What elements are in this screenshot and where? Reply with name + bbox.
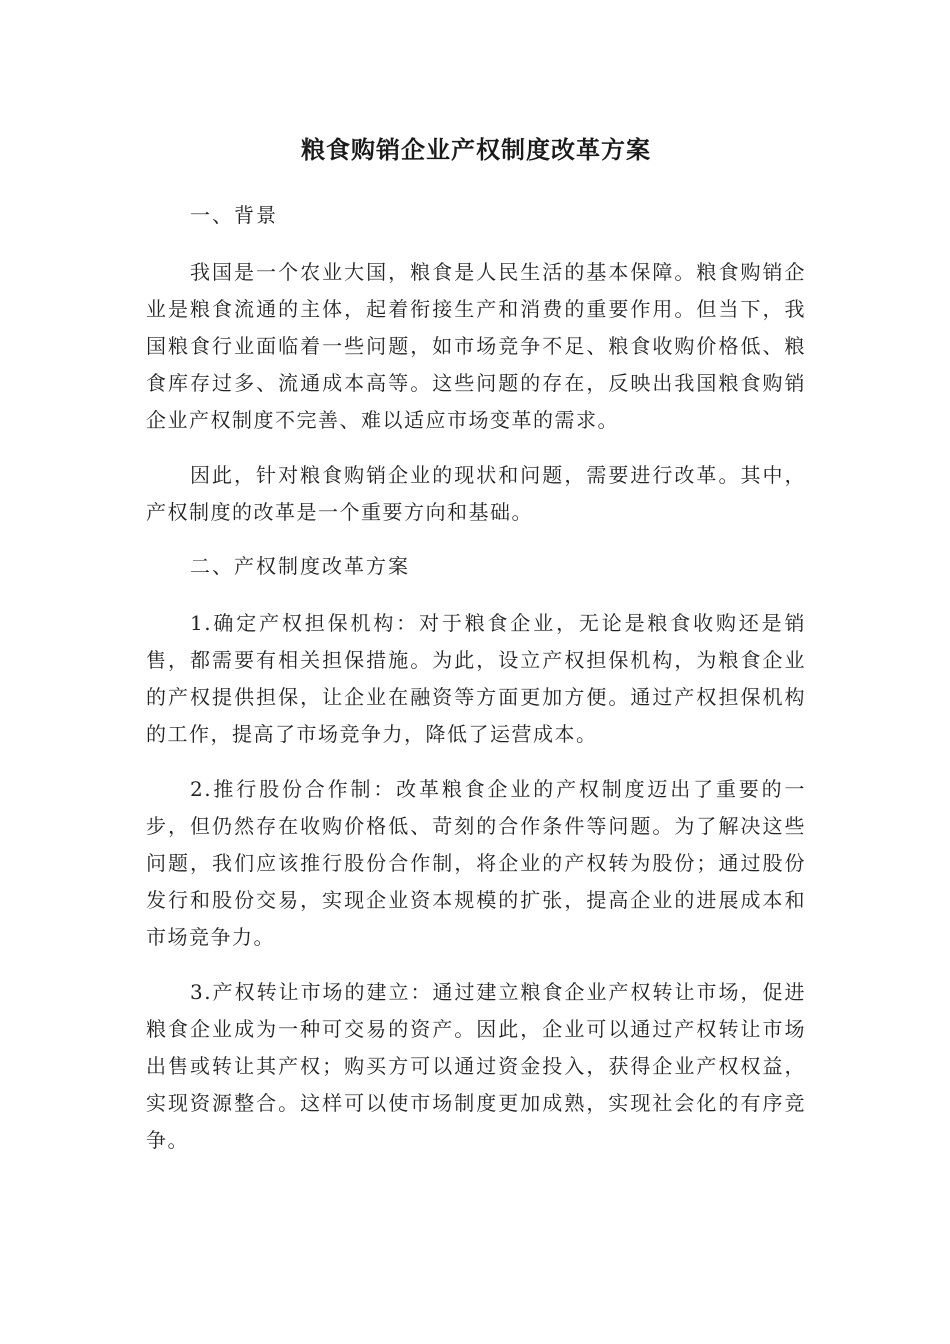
- section-heading-reform-plan: 二、产权制度改革方案: [190, 554, 410, 578]
- paragraph: 因此，针对粮食购销企业的现状和问题，需要进行改革。其中，产权制度的改革是一个重要方向和基础。: [146, 463, 806, 524]
- paragraph: 2.推行股份合作制：改革粮食企业的产权制度迈出了重要的一步，但仍然存在收购价格低、苛刻的合作条件等问题。为了解决这些问题，我们应该推行股份合作制，将企业的产权转为股份；通过股份发行和股份交易，实现企业资本规模的扩张，提高企业的进展成本和市场竞争力。: [146, 777, 806, 949]
- document-title: 粮食购销企业产权制度改革方案: [301, 136, 651, 164]
- paragraph: 3.产权转让市场的建立：通过建立粮食企业产权转让市场，促进粮食企业成为一种可交易的资产。因此，企业可以通过产权转让市场出售或转让其产权；购买方可以通过资金投入，获得企业产权权益，实现资源整合。这样可以使市场制度更加成熟，实现社会化的有序竞争。: [146, 980, 806, 1152]
- document-body: [146, 130, 806, 1177]
- paragraph: 我国是一个农业大国，粮食是人民生活的基本保障。粮食购销企业是粮食流通的主体，起着衔接生产和消费的重要作用。但当下，我国粮食行业面临着一些问题，如市场竞争不足、粮食收购价格低、粮食库存过多、流通成本高等。这些问题的存在，反映出我国粮食购销企业产权制度不完善、难以适应市场变革的需求。: [146, 260, 806, 432]
- paragraph: 1.确定产权担保机构：对于粮食企业，无论是粮食收购还是销售，都需要有相关担保措施。为此，设立产权担保机构，为粮食企业的产权提供担保，让企业在融资等方面更加方便。通过产权担保机构的工作，提高了市场竞争力，降低了运营成本。: [146, 611, 806, 746]
- section-heading-background: 一、背景: [190, 203, 278, 227]
